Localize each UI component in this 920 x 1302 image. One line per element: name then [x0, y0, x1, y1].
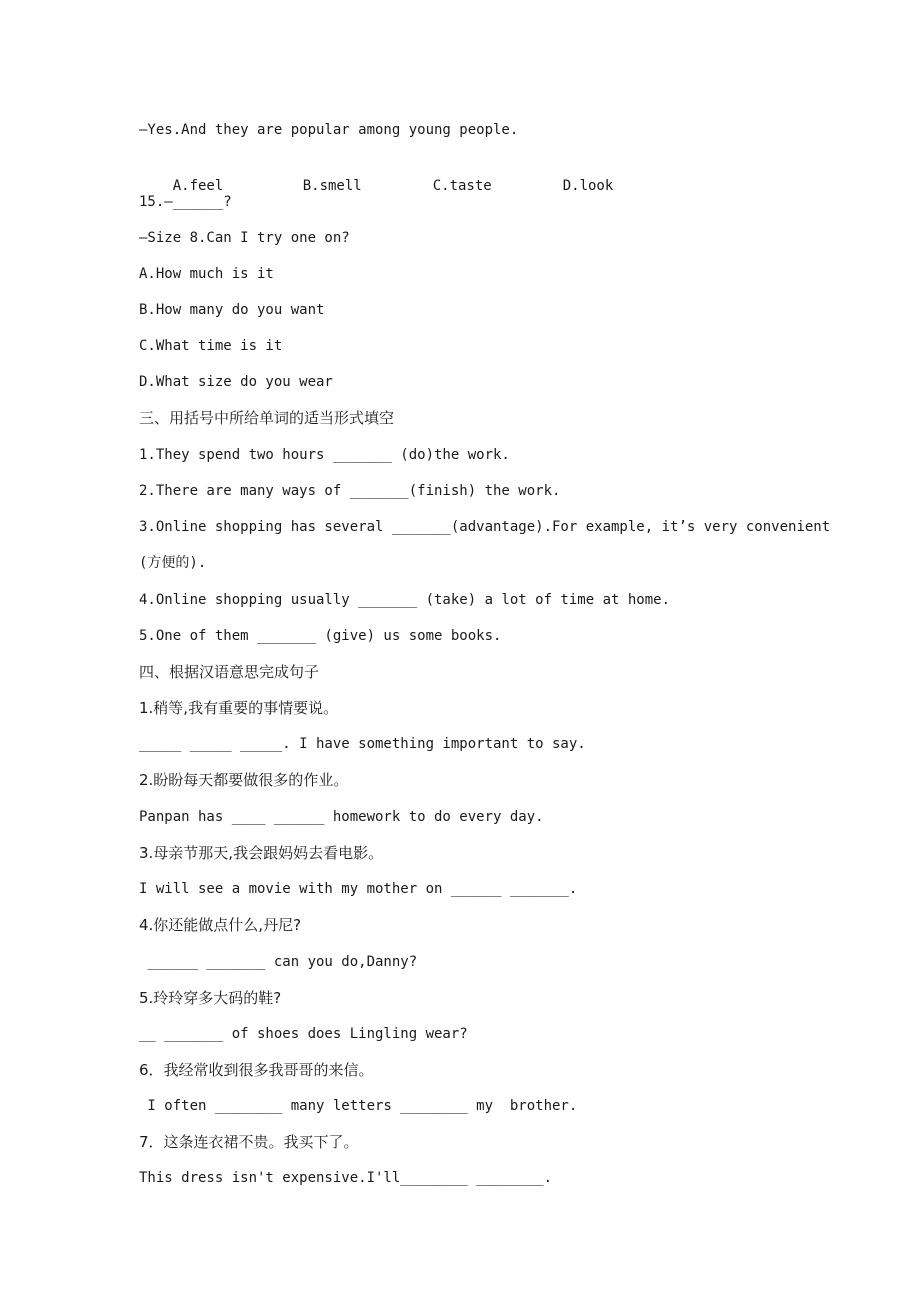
section-3-item-5: 5.One of them _______ (give) us some books. [139, 628, 502, 644]
q15-prompt: 15.—______? [139, 194, 232, 210]
q15-option-c: C.What time is it [139, 338, 283, 354]
section-4-item-1-en: _____ _____ _____. I have something important to say. [139, 736, 586, 752]
q15-response: —Size 8.Can I try one on? [139, 230, 350, 246]
section-4-item-6-en: I often ________ many letters ________ my brother. [139, 1098, 578, 1114]
section-4-item-3-cn: 3.母亲节那天,我会跟妈妈去看电影。 [139, 844, 384, 862]
q14-option-d: D.look [562, 178, 614, 194]
section-4-item-3-en: I will see a movie with my mother on ______ _______. [139, 881, 578, 897]
section-4-item-4-en: ______ _______ can you do,Danny? [139, 954, 418, 970]
section-3-item-3-cont: (方便的). [139, 555, 207, 571]
q14-option-c: C.taste [432, 178, 492, 194]
section-4-heading: 四、根据汉语意思完成句子 [139, 663, 320, 681]
section-3-item-4: 4.Online shopping usually _______ (take) a lot of time at home. [139, 592, 671, 608]
section-4-item-7-en: This dress isn't expensive.I'll________ ________. [139, 1170, 553, 1186]
section-4-item-6-cn: 6．我经常收到很多我哥哥的来信。 [139, 1061, 374, 1079]
section-4-item-4-cn: 4.你还能做点什么,丹尼? [139, 916, 302, 934]
section-4-item-1-cn: 1.稍等,我有重要的事情要说。 [139, 699, 339, 717]
q14-option-b: B.smell [302, 178, 362, 194]
section-3-item-1: 1.They spend two hours _______ (do)the work. [139, 447, 510, 463]
q15-option-d: D.What size do you wear [139, 374, 333, 390]
section-3-item-2: 2.There are many ways of _______(finish) the work. [139, 483, 561, 499]
section-4-item-7-cn: 7．这条连衣裙不贵。我买下了。 [139, 1133, 359, 1151]
q14-option-a: A.feel [172, 178, 224, 194]
section-4-item-5-cn: 5.玲玲穿多大码的鞋? [139, 989, 282, 1007]
q15-option-a: A.How much is it [139, 266, 274, 282]
section-4-item-2-en: Panpan has ____ ______ homework to do every day. [139, 809, 544, 825]
section-3-heading: 三、用括号中所给单词的适当形式填空 [139, 409, 395, 427]
section-3-item-3: 3.Online shopping has several _______(advantage).For example, it’s very convenient [139, 519, 831, 535]
section-4-item-2-cn: 2.盼盼每天都要做很多的作业。 [139, 771, 349, 789]
q15-option-b: B.How many do you want [139, 302, 325, 318]
section-4-item-5-en: __ _______ of shoes does Lingling wear? [139, 1026, 468, 1042]
q14-response: —Yes.And they are popular among young people. [139, 122, 519, 138]
